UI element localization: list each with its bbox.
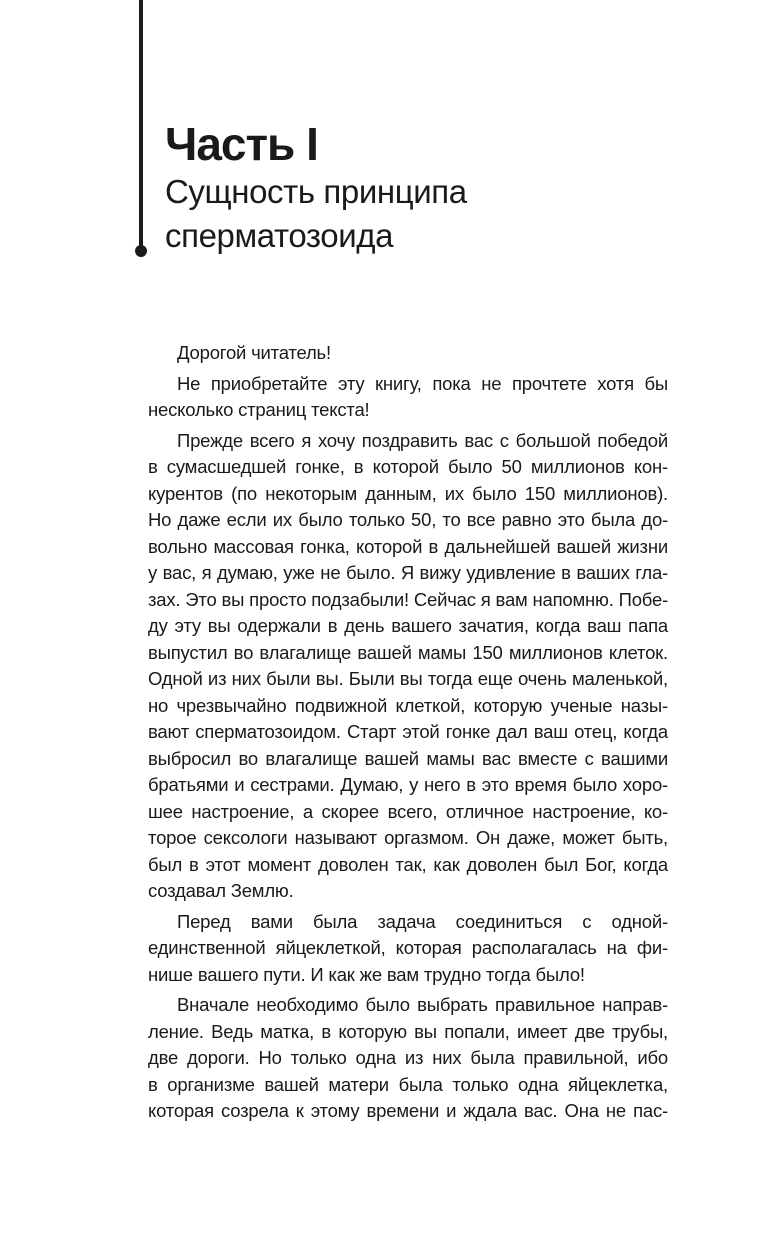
paragraph [148, 992, 668, 1125]
text-line: выпустил во влагалище вашей мамы 150 миллионов клеток. [148, 641, 668, 663]
paragraph [148, 340, 668, 367]
text-line: Перед вами была задача соединиться с одной- [177, 910, 668, 932]
text-line: несколько страниц текста! [148, 399, 370, 420]
text-line: братьями и сестрами. Думаю, у него в это время было хоро- [148, 774, 668, 795]
text-line: ление. Ведь матка, в которую вы попали, имеет две трубы, [148, 1020, 668, 1042]
text-line: единственной яйцеклеткой, которая располагалась на фи- [148, 937, 668, 958]
chapter-subtitle-line: Сущность принципа [165, 173, 467, 210]
text-line: шее настроение, а скорее всего, отличное настроение, ко- [148, 800, 668, 822]
text-line: Прежде всего я хочу поздравить вас с большой победой [177, 429, 668, 451]
text-line: был в этот момент доволен так, как доволен был Бог, когда [148, 853, 668, 875]
paragraph [148, 371, 668, 424]
text-line: курентов (по некоторым данным, их было 150 миллионов). [148, 482, 668, 504]
chapter-title: Часть I [165, 118, 318, 170]
chapter-rule-dot [135, 245, 147, 257]
text-line: Вначале необходимо было выбрать правильное направ- [177, 994, 668, 1015]
text-line: торое сексологи называют оргазмом. Он даже, может быть, [148, 827, 668, 848]
text-line: выбросил во влагалище вашей мамы вас вместе с вашими [148, 747, 668, 769]
text-line: в сумасшедшей гонке, в которой было 50 миллионов кон- [148, 456, 668, 477]
chapter-subtitle [165, 170, 467, 258]
chapter-vertical-rule [139, 0, 143, 250]
text-line: у вас, я думаю, уже не было. Я вижу удивление в ваших гла- [148, 562, 668, 583]
text-line: но чрезвычайно подвижной клеткой, которую ученые назы- [148, 694, 668, 716]
text-line: ду эту вы одержали в день вашего зачатия, когда ваш папа [148, 615, 668, 636]
text-line: вольно массовая гонка, которой в дальнейшей вашей жизни [148, 535, 668, 557]
text-line: зах. Это вы просто подзабыли! Сейчас я вам напомню. Побе- [148, 588, 669, 610]
text-line: Но даже если их было только 50, то все равно это была до- [148, 509, 668, 530]
text-line: в организме вашей матери была только одна яйцеклетка, [148, 1073, 668, 1095]
chapter-subtitle-line: сперматозоида [165, 217, 394, 254]
text-line: Одной из них были вы. Были вы тогда еще очень маленькой, [148, 668, 668, 689]
text-line: которая созрела к этому времени и ждала вас. Она не пас- [148, 1100, 668, 1121]
text-line: Не приобретайте эту книгу, пока не прочтете хотя бы [177, 372, 668, 394]
text-line: вают сперматозоидом. Старт этой гонке дал ваш отец, когда [148, 721, 668, 742]
text-line: создавал Землю. [148, 880, 294, 901]
text-line: Дорогой читатель! [177, 342, 331, 363]
paragraph [148, 909, 668, 989]
body-text [148, 340, 668, 1125]
text-line: две дороги. Но только одна из них была правильной, ибо [148, 1047, 668, 1068]
text-line: нише вашего пути. И как же вам трудно тогда было! [148, 963, 585, 985]
paragraph [148, 428, 668, 905]
